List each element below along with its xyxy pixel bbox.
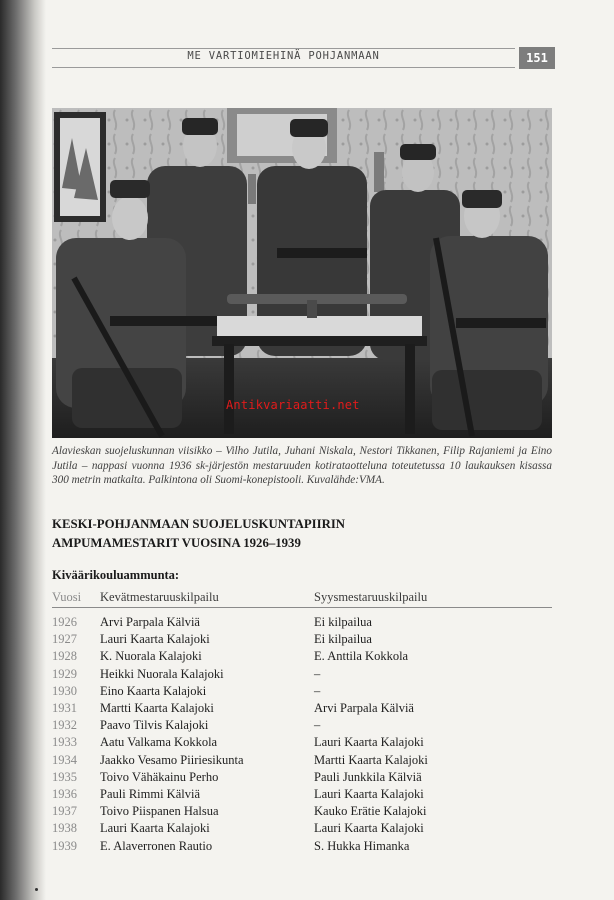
row-spring-winner: Heikki Nuorala Kalajoki [100, 666, 224, 681]
header-year: Vuosi [52, 589, 82, 604]
row-spring-winner: Toivo Piispanen Halsua [100, 804, 219, 819]
row-autumn-winner: Kauko Erätie Kalajoki [314, 804, 427, 819]
row-autumn-winner: S. Hukka Himanka [314, 838, 410, 853]
row-year: 1932 [52, 718, 77, 733]
table-row [52, 717, 552, 734]
row-autumn-winner: Ei kilpailua [314, 632, 372, 647]
table-row [52, 752, 552, 769]
historical-photo [52, 108, 552, 438]
page-speck [35, 888, 38, 891]
photo-caption: Alavieskan suojeluskunnan viisikko – Vilho Jutila, Juhani Niskala, Nestori Tikkanen, Filip Rajaniemi ja Eino Jutila – nappasi vuonna 1936 sk-järjestön mestaruuden kotirataotteluna toteutetussa 10 laukauksen kisassa 300 metrin matkalta. Palkintona oli Suomi-konepistooli. Kuvalähde:VMA. [52, 445, 552, 487]
section-title-line-2: AMPUMAMESTARIT VUOSINA 1926–1939 [52, 536, 301, 550]
row-spring-winner: Jaakko Vesamo Piiriesikunta [100, 752, 244, 767]
candle-holder [374, 152, 384, 192]
row-year: 1926 [52, 615, 77, 630]
row-autumn-winner: Martti Kaarta Kalajoki [314, 752, 428, 767]
table-row [52, 837, 552, 854]
row-year: 1930 [52, 683, 77, 698]
running-head: ME VARTIOMIEHINÄ POHJANMAAN [187, 50, 380, 62]
photo-illustration [52, 108, 552, 438]
row-year: 1937 [52, 804, 77, 819]
row-year: 1931 [52, 701, 77, 716]
table-row [52, 683, 552, 700]
header-rule-bottom [52, 67, 515, 68]
row-autumn-winner: Lauri Kaarta Kalajoki [314, 786, 424, 801]
table-row [52, 666, 552, 683]
table-row [52, 786, 552, 803]
row-spring-winner: Arvi Parpala Kälviä [100, 615, 200, 630]
table-header-rule [52, 607, 552, 608]
row-year: 1939 [52, 838, 77, 853]
header-spring: Kevätmestaruuskilpailu [100, 589, 219, 604]
row-autumn-winner: – [314, 683, 321, 698]
page-number: 151 [519, 47, 555, 69]
row-spring-winner: Aatu Valkama Kokkola [100, 735, 218, 750]
row-autumn-winner: Pauli Junkkila Kälviä [314, 769, 422, 784]
row-autumn-winner: Lauri Kaarta Kalajoki [314, 821, 424, 836]
book-binding-shadow [0, 0, 46, 900]
row-year: 1935 [52, 769, 77, 784]
row-autumn-winner: – [314, 718, 321, 733]
row-spring-winner: Lauri Kaarta Kalajoki [100, 821, 210, 836]
row-spring-winner: Pauli Rimmi Kälviä [100, 786, 200, 801]
table-row [52, 614, 552, 631]
row-spring-winner: E. Alaverronen Rautio [100, 838, 213, 853]
row-spring-winner: Eino Kaarta Kalajoki [100, 683, 207, 698]
row-spring-winner: Toivo Vähäkainu Perho [100, 769, 219, 784]
table-row [52, 820, 552, 837]
table-header-row [52, 587, 552, 607]
table-row [52, 700, 552, 717]
row-year: 1927 [52, 632, 77, 647]
row-spring-winner: Martti Kaarta Kalajoki [100, 701, 214, 716]
row-autumn-winner: E. Anttila Kokkola [314, 649, 409, 664]
row-year: 1929 [52, 666, 77, 681]
results-table [52, 587, 552, 855]
row-year: 1938 [52, 821, 77, 836]
row-spring-winner: Lauri Kaarta Kalajoki [100, 632, 210, 647]
table-row [52, 803, 552, 820]
table-row [52, 631, 552, 648]
header-autumn: Syysmestaruuskilpailu [314, 589, 428, 604]
row-autumn-winner: Arvi Parpala Kälviä [314, 701, 414, 716]
table-row [52, 769, 552, 786]
watermark: Antikvariaatti.net [226, 398, 360, 412]
table-row [52, 648, 552, 665]
row-autumn-winner: – [314, 666, 321, 681]
header-rule-top [52, 48, 515, 49]
page-header [52, 47, 555, 69]
row-year: 1936 [52, 786, 77, 801]
table-row [52, 734, 552, 751]
section-title-line-1: KESKI-POHJANMAAN SUOJELUSKUNTAPIIRIN [52, 517, 346, 531]
row-year: 1933 [52, 735, 77, 750]
row-year: 1934 [52, 752, 77, 767]
row-autumn-winner: Lauri Kaarta Kalajoki [314, 735, 424, 750]
table-body [52, 614, 552, 855]
subsection-heading: Kiväärikouluammunta: [52, 568, 180, 582]
wall-painting [60, 118, 100, 216]
row-spring-winner: Paavo Tilvis Kalajoki [100, 718, 209, 733]
row-spring-winner: K. Nuorala Kalajoki [100, 649, 202, 664]
section-title [52, 515, 552, 553]
row-autumn-winner: Ei kilpailua [314, 615, 372, 630]
row-year: 1928 [52, 649, 77, 664]
